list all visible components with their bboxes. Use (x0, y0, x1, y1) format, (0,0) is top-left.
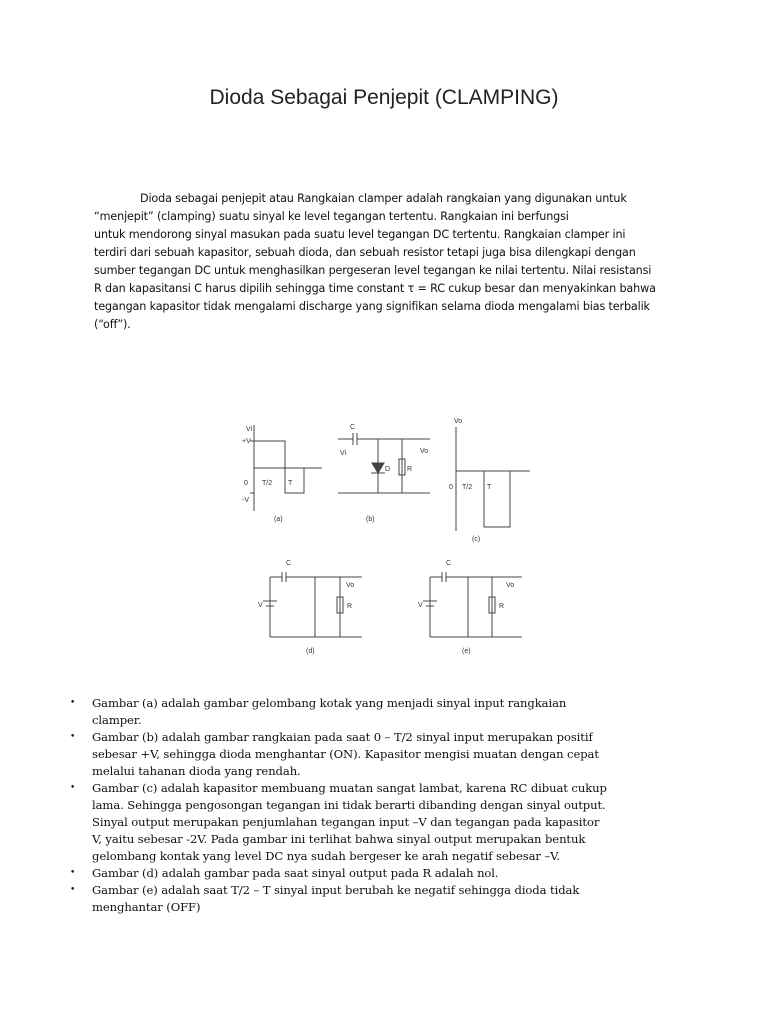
list-item-line: sebesar +V, sehingga dioda menghantar (ON). Kapasitor mengisi muatan dengan cepat (92, 747, 599, 761)
fig-c-t-label: T (487, 484, 492, 491)
explanation-list (66, 695, 686, 916)
fig-a-plus-v-label: +V (242, 438, 251, 445)
bullet-marker: • (70, 783, 76, 793)
bullet-marker: • (70, 698, 76, 708)
list-item-line: V, yaitu sebesar -2V. Pada gambar ini terlihat bahwa sinyal output merupakan bentuk (92, 832, 586, 846)
page-title: Dioda Sebagai Penjepit (CLAMPING) (209, 86, 559, 109)
fig-e-c-label: C (446, 560, 452, 567)
paragraph-line: (“off”). (94, 318, 131, 331)
bullet-marker: • (70, 868, 76, 878)
clamper-circuit-figure (230, 415, 530, 675)
fig-a-half-label: T/2 (262, 480, 273, 487)
fig-a-zero-label: 0 (244, 480, 248, 487)
list-item-line: gelombang kontak yang level DC nya sudah bergeser ke arah negatif sebesar –V. (92, 849, 560, 863)
fig-b-caption: (b) (366, 516, 375, 523)
fig-d-r-label: R (347, 603, 353, 610)
fig-d-caption: (d) (306, 648, 315, 655)
paragraph-line: untuk mendorong sinyal masukan pada suatu level tegangan DC tertentu. Rangkaian clamper ini (94, 228, 626, 241)
list-item-line: melalui tahanan dioda yang rendah. (92, 764, 301, 778)
paragraph-line: sumber tegangan DC untuk menghasilkan pergeseran level tegangan ke nilai tertentu. Nilai resistansi (94, 264, 652, 277)
bullet-marker: • (70, 885, 76, 895)
bullet-marker: • (70, 732, 76, 742)
list-item-line: clamper. (92, 713, 142, 727)
paragraph-line: R dan kapasitansi C harus dipilih sehingga time constant τ = RC cukup besar dan menyakinkan bahwa (94, 282, 656, 295)
paragraph-line: Dioda sebagai penjepit atau Rangkaian clamper adalah rangkaian yang digunakan untuk (140, 192, 627, 205)
fig-a-caption: (a) (274, 516, 283, 523)
fig-e-caption: (e) (462, 648, 471, 655)
figure-c-waveform (456, 427, 530, 531)
list-item (66, 780, 686, 865)
list-item-line: Gambar (a) adalah gambar gelombang kotak yang menjadi sinyal input rangkaian (92, 696, 567, 710)
fig-e-v-label: V (418, 602, 423, 609)
fig-c-vo-label: Vo (454, 418, 463, 425)
list-item (66, 729, 686, 780)
list-item-line: Gambar (b) adalah gambar rangkaian pada saat 0 – T/2 sinyal input merupakan positif (92, 730, 593, 744)
fig-e-vo-label: Vo (506, 582, 515, 589)
fig-d-vo-label: Vo (346, 582, 355, 589)
list-item-line: menghantar (OFF) (92, 900, 201, 914)
fig-b-r-label: R (407, 466, 413, 473)
fig-a-vi-label: Vi (246, 426, 253, 433)
fig-b-d-label: D (385, 466, 391, 473)
paragraph-line: “menjepit” (clamping) suatu sinyal ke level tegangan tertentu. Rangkaian ini berfungsi (94, 210, 569, 223)
list-item-line: Gambar (e) adalah saat T/2 – T sinyal input berubah ke negatif sehingga dioda tidak (92, 883, 580, 897)
intro-paragraph (94, 190, 684, 334)
fig-d-v-label: V (258, 602, 263, 609)
fig-b-c-label: C (350, 424, 356, 431)
fig-c-caption: (c) (472, 536, 481, 543)
fig-a-t-label: T (288, 480, 293, 487)
list-item (66, 882, 686, 916)
list-item (66, 865, 686, 882)
list-item-line: Sinyal output merupakan penjumlahan tegangan input –V dan tegangan pada kapasitor (92, 815, 600, 829)
fig-a-minus-v-label: -V (242, 497, 249, 504)
figure-a-waveform (250, 425, 322, 511)
list-item-line: lama. Sehingga pengosongan tegangan ini tidak berarti dibanding dengan sinyal output. (92, 798, 606, 812)
figure-b-circuit (338, 433, 430, 493)
list-item-line: Gambar (c) adalah kapasitor membuang muatan sangat lambat, karena RC dibuat cukup (92, 781, 607, 795)
fig-b-vo-label: Vo (420, 448, 429, 455)
paragraph-line: terdiri dari sebuah kapasitor, sebuah dioda, dan sebuah resistor tetapi juga bisa dilengkapi dengan (94, 246, 636, 259)
list-item (66, 695, 686, 729)
list-item-line: Gambar (d) adalah gambar pada saat sinyal output pada R adalah nol. (92, 866, 499, 880)
paragraph-line: tegangan kapasitor tidak mengalami discharge yang signifikan selama dioda mengalami bias terbalik (94, 300, 650, 313)
fig-c-half-label: T/2 (462, 484, 473, 491)
fig-e-r-label: R (499, 603, 505, 610)
fig-d-c-label: C (286, 560, 292, 567)
fig-c-zero-label: 0 (449, 484, 453, 491)
fig-b-vi-label: Vi (340, 450, 347, 457)
